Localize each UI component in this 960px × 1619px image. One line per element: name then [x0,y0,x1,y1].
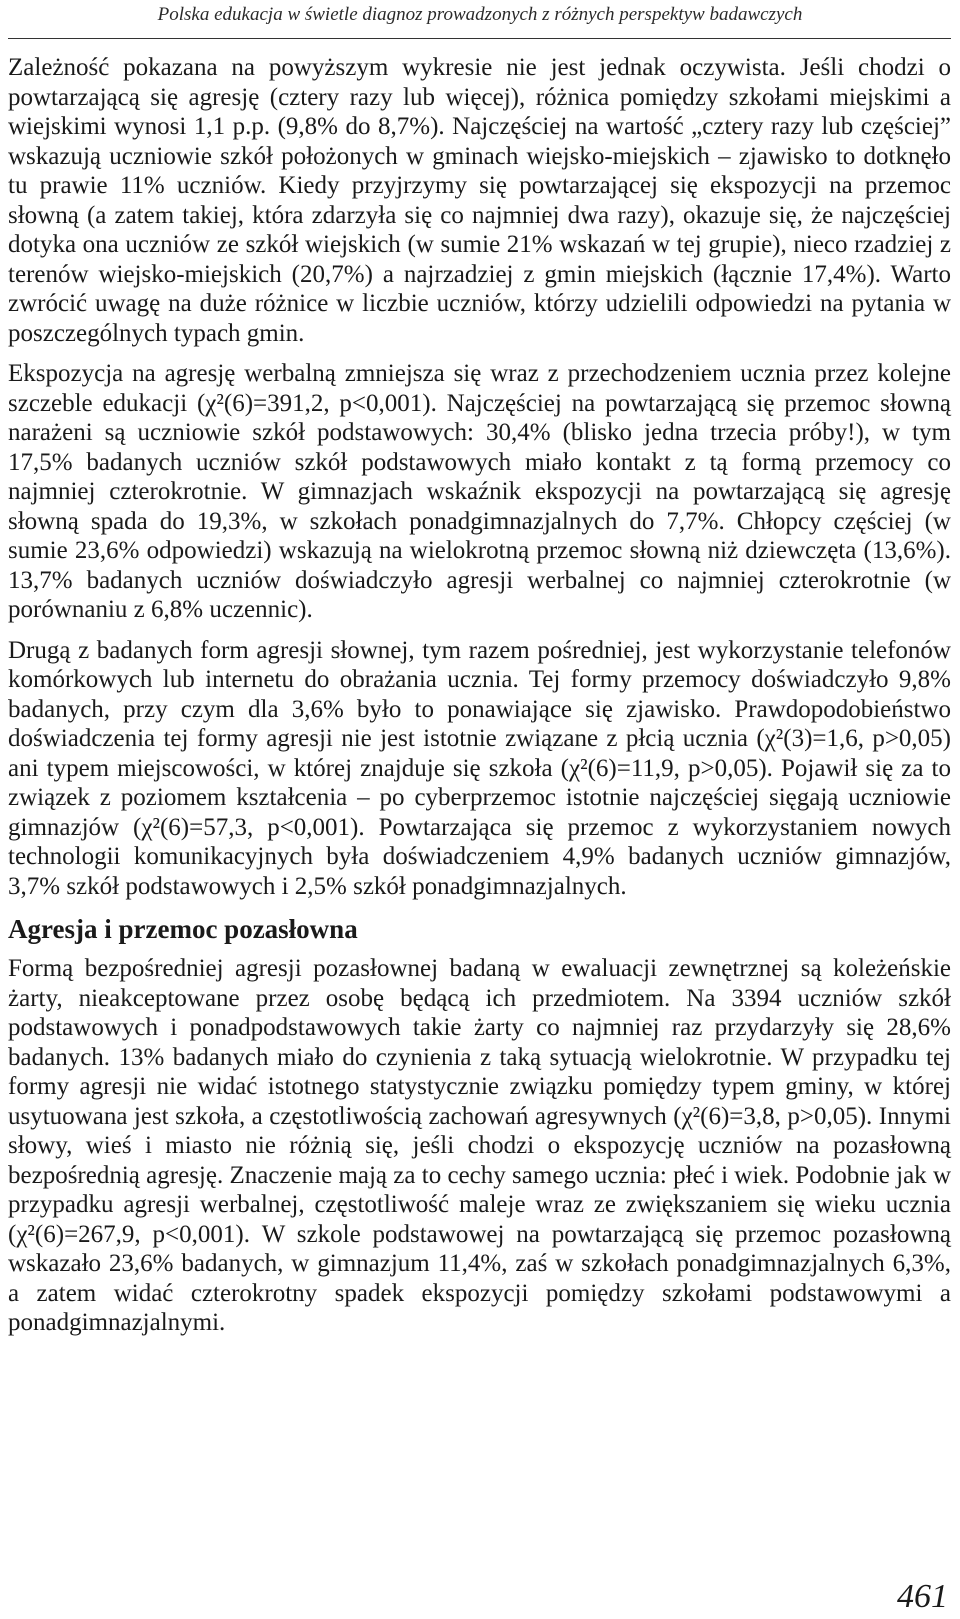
page-body [8,53,951,1349]
body-paragraph: Ekspozycja na agresję werbalną zmniejsza się wraz z przechodzeniem ucznia przez kolejne szczeble edukacji (χ²(6)=391,2, p<0,001). Najczęściej na powtarzającą się przemoc słowną narażeni są uczniowie szkół podstawowych: 30,4% (blisko jedna trzecia próby!), w tym 17,5% badanych uczniów szkół podstawowych miało kontakt z tą formą przemocy co najmniej czterokrotnie. W gimnazjach wskaźnik ekspozycji na powtarzającą się agresję słowną spada do 19,3%, w szkołach ponadgimnazjalnych do 7,7%. Chłopcy częściej (w sumie 23,6% odpowiedzi) wskazują na wielokrotną przemoc słowną niż dziewczęta (13,6%). 13,7% badanych uczniów doświadczyło agresji werbalnej co najmniej czterokrotnie (w porównaniu z 6,8% uczennic). [8,360,951,623]
page-number: 461 [897,1578,948,1615]
body-paragraph: Formą bezpośredniej agresji pozasłownej badaną w ewaluacji zewnętrznej są koleżeńskie żarty, nieakceptowane przez osobę będącą ich przedmiotem. Na 3394 uczniów szkół podstawowych i ponadpodstawowych takie żarty co najmniej raz przydarzyły się 28,6% badanych. 13% badanych miało do czynienia z taką sytuacją wielokrotnie. W przypadku tej formy agresji nie widać istotnego statystycznie związku pomiędzy typem gminy, w której usytuowana jest szkoła, a częstotliwością zachowań agresywnych (χ²(6)=3,8, p>0,05). Innymi słowy, wieś i miasto nie różnią się, jeśli chodzi o ekspozycję uczniów na pozasłowną bezpośrednią agresję. Znaczenie mają za to cechy samego ucznia: płeć i wiek. Podobnie jak w przypadku agresji werbalnej, częstotliwość maleje wraz ze zwiększaniem się wieku ucznia (χ²(6)=267,9, p<0,001). W szkole podstawowej na powtarzającą się przemoc pozasłowną wskazało 23,6% badanych, w gimnazjum 11,4%, zaś w szkołach ponadgimnazjalnych 6,3%, a zatem widać czterokrotny spadek ekspozycji pomiędzy szkołami podstawowymi a ponadgimnazjalnymi. [8,955,951,1336]
section-heading: Agresja i przemoc pozasłowna [8,914,358,944]
body-paragraph: Drugą z badanych form agresji słownej, tym razem pośredniej, jest wykorzystanie telefonów komórkowych lub internetu do obrażania ucznia. Tej formy przemocy doświadczyło 9,8% badanych, przy czym dla 3,6% było to ponawiające się zjawisko. Prawdopodobieństwo doświadczenia tej formy agresji nie jest istotnie związane z płcią ucznia (χ²(3)=1,6, p>0,05) ani typem miejscowości, w której znajduje się szkoła (χ²(6)=11,9, p>0,05). Pojawił się za to związek z poziomem kształcenia – po cyberprzemoc istotnie najczęściej sięgają uczniowie gimnazjów (χ²(6)=57,3, p<0,001). Powtarzająca się przemoc z wykorzystaniem nowych technologii komunikacyjnych była doświadczeniem 4,9% badanych uczniów gimnazjów, 3,7% szkół podstawowych i 2,5% szkół ponadgimnazjalnych. [8,636,951,900]
running-header: Polska edukacja w świetle diagnoz prowadzonych z różnych perspektyw badawczych [157,4,803,25]
header-rule [8,38,951,39]
body-paragraph: Zależność pokazana na powyższym wykresie nie jest jednak oczywista. Jeśli chodzi o powtarzającą się agresję (cztery razy lub więcej), różnica pomiędzy szkołami miejskimi a wiejskimi wynosi 1,1 p.p. (9,8% do 8,7%). Najczęściej na wartość „cztery razy lub częściej” wskazują uczniowie szkół położonych w gminach wiejsko-miejskich – zjawisko to dotknęło tu prawie 11% uczniów. Kiedy przyjrzymy się powtarzającej się ekspozycji na przemoc słowną (a zatem takiej, która zdarzyła się co najmniej dwa razy), okazuje się, że najczęściej dotyka ona uczniów ze szkół wiejskich (w sumie 21% wskazań w tej grupie), nieco rzadziej z terenów wiejsko-miejskich (20,7%) a najrzadziej z gmin miejskich (łącznie 17,4%). Warto zwrócić uwagę na duże różnice w liczbie uczniów, którzy udzielili odpowiedzi na pytania w poszczególnych typach gmin. [8,54,951,347]
